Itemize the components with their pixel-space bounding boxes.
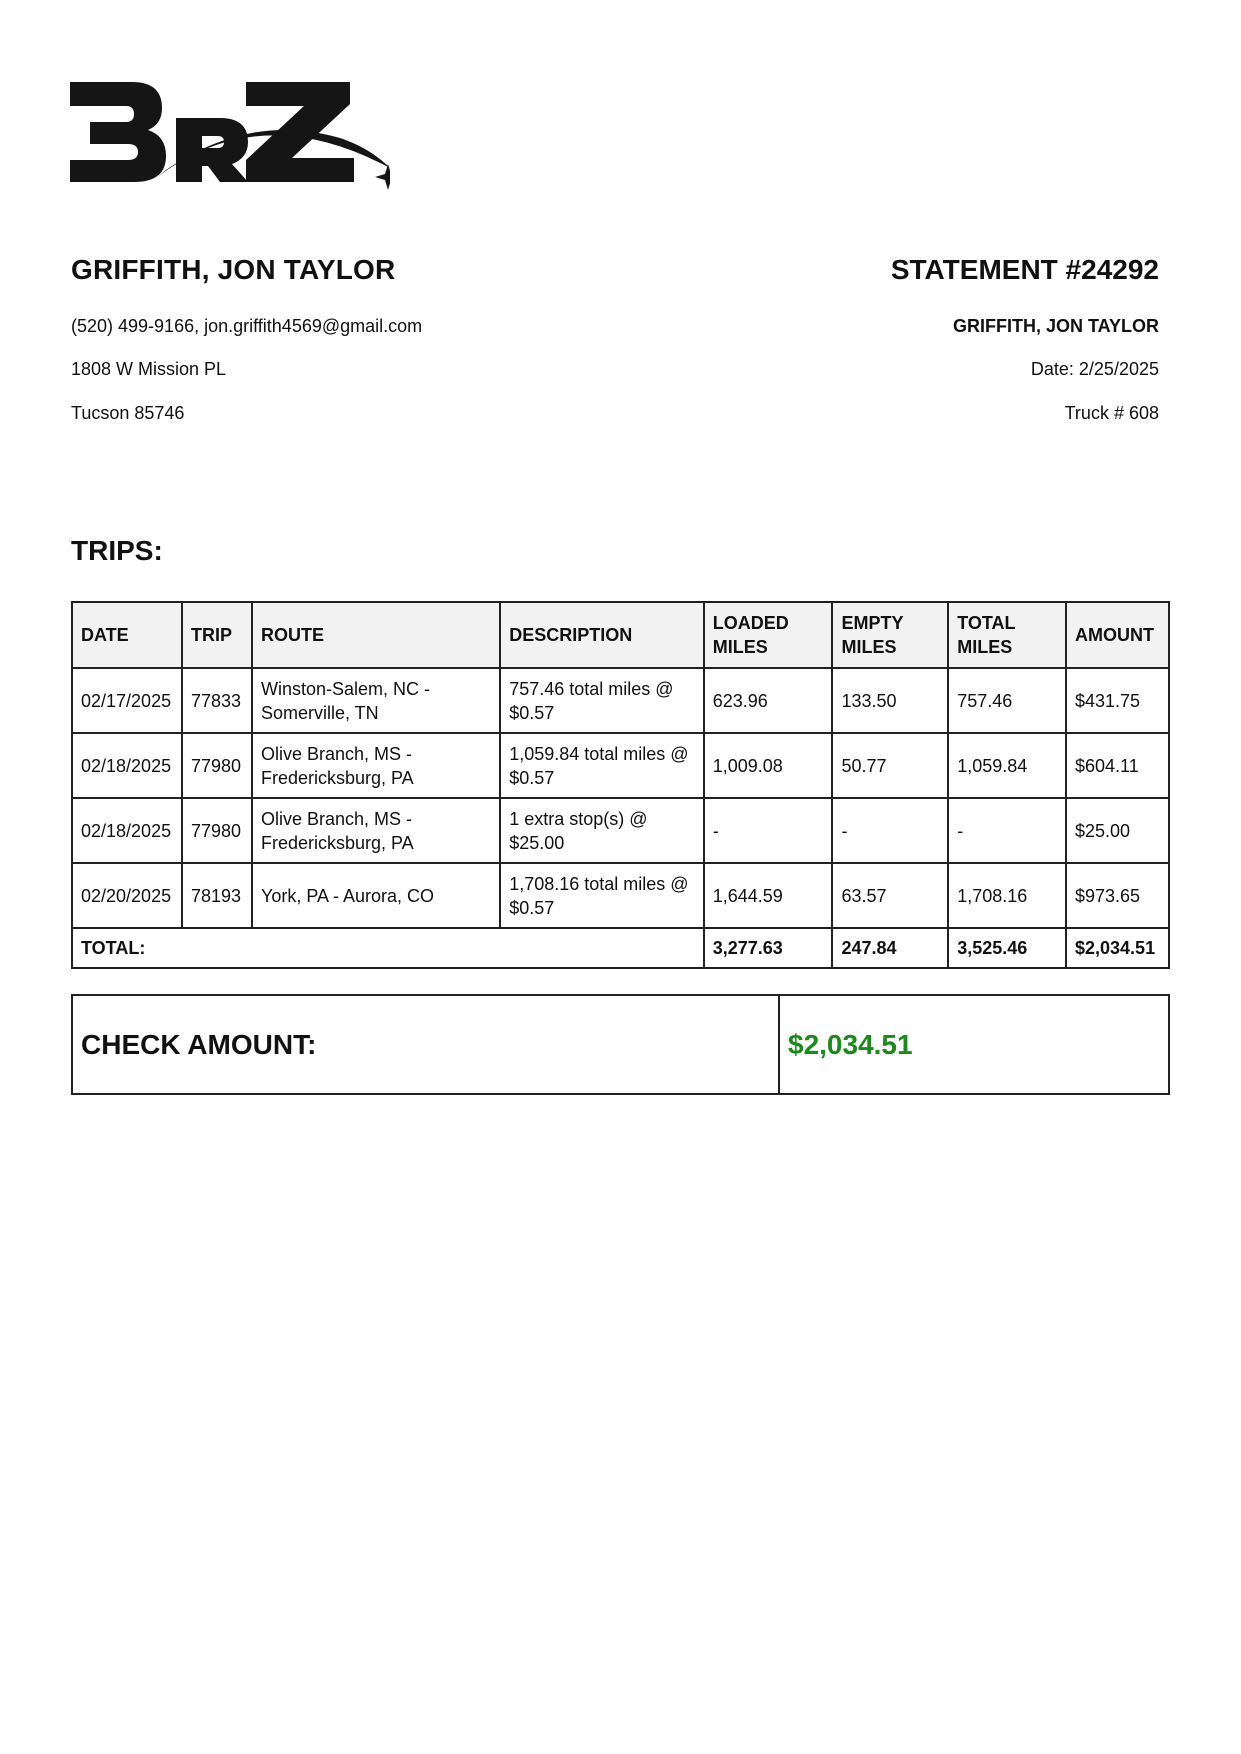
trips-table	[71, 601, 1170, 969]
cell-amount: $431.75	[1066, 668, 1169, 733]
cell-loaded-miles: 1,009.08	[704, 733, 833, 798]
company-logo	[70, 78, 390, 198]
cell-amount: $973.65	[1066, 863, 1169, 928]
cell-description: 757.46 total miles @ $0.57	[500, 668, 704, 733]
cell-loaded-miles: 1,644.59	[704, 863, 833, 928]
cell-total-miles: 1,059.84	[948, 733, 1066, 798]
cell-trip: 77980	[182, 798, 252, 863]
check-amount-label: CHECK AMOUNT:	[73, 996, 780, 1093]
cell-empty-miles: -	[832, 798, 948, 863]
table-row	[72, 863, 1169, 928]
column-header-description: DESCRIPTION	[500, 602, 704, 668]
column-header-date: DATE	[72, 602, 182, 668]
check-amount-box	[71, 994, 1170, 1095]
statement-driver-name: GRIFFITH, JON TAYLOR	[952, 316, 1159, 336]
cell-amount: $604.11	[1066, 733, 1169, 798]
cell-route: Winston-Salem, NC - Somerville, TN	[252, 668, 500, 733]
total-empty-miles: 247.84	[832, 928, 948, 968]
driver-address-line2: Tucson 85746	[71, 403, 185, 423]
driver-contact: (520) 499-9166, jon.griffith4569@gmail.com	[71, 316, 423, 336]
totals-row	[72, 928, 1169, 968]
column-header-empty-miles: EMPTY MILES	[832, 602, 948, 668]
statement-title: STATEMENT #24292	[890, 254, 1159, 285]
truck-number: Truck # 608	[1064, 403, 1159, 423]
column-header-route: ROUTE	[252, 602, 500, 668]
cell-total-miles: 1,708.16	[948, 863, 1066, 928]
cell-loaded-miles: -	[704, 798, 833, 863]
cell-trip: 77980	[182, 733, 252, 798]
cell-description: 1,708.16 total miles @ $0.57	[500, 863, 704, 928]
total-amount: $2,034.51	[1066, 928, 1169, 968]
cell-route: York, PA - Aurora, CO	[252, 863, 500, 928]
total-total-miles: 3,525.46	[948, 928, 1066, 968]
column-header-loaded-miles: LOADED MILES	[704, 602, 833, 668]
statement-date: Date: 2/25/2025	[1030, 359, 1159, 379]
cell-empty-miles: 133.50	[832, 668, 948, 733]
driver-name-title: GRIFFITH, JON TAYLOR	[71, 254, 396, 285]
totals-label: TOTAL:	[72, 928, 704, 968]
cell-trip: 78193	[182, 863, 252, 928]
cell-total-miles: 757.46	[948, 668, 1066, 733]
cell-description: 1 extra stop(s) @ $25.00	[500, 798, 704, 863]
table-row	[72, 798, 1169, 863]
driver-address-line1: 1808 W Mission PL	[71, 359, 227, 379]
cell-empty-miles: 63.57	[832, 863, 948, 928]
column-header-trip: TRIP	[182, 602, 252, 668]
column-header-amount: AMOUNT	[1066, 602, 1169, 668]
cell-total-miles: -	[948, 798, 1066, 863]
cell-empty-miles: 50.77	[832, 733, 948, 798]
cell-amount: $25.00	[1066, 798, 1169, 863]
cell-date: 02/18/2025	[72, 733, 182, 798]
total-loaded-miles: 3,277.63	[704, 928, 833, 968]
cell-description: 1,059.84 total miles @ $0.57	[500, 733, 704, 798]
trips-heading: TRIPS:	[71, 535, 163, 566]
table-row	[72, 733, 1169, 798]
cell-loaded-miles: 623.96	[704, 668, 833, 733]
cell-date: 02/17/2025	[72, 668, 182, 733]
table-header-row	[72, 602, 1169, 668]
cell-date: 02/18/2025	[72, 798, 182, 863]
cell-trip: 77833	[182, 668, 252, 733]
cell-route: Olive Branch, MS - Fredericksburg, PA	[252, 733, 500, 798]
cell-route: Olive Branch, MS - Fredericksburg, PA	[252, 798, 500, 863]
check-amount-value: $2,034.51	[788, 1028, 913, 1060]
cell-date: 02/20/2025	[72, 863, 182, 928]
column-header-total-miles: TOTAL MILES	[948, 602, 1066, 668]
table-row	[72, 668, 1169, 733]
